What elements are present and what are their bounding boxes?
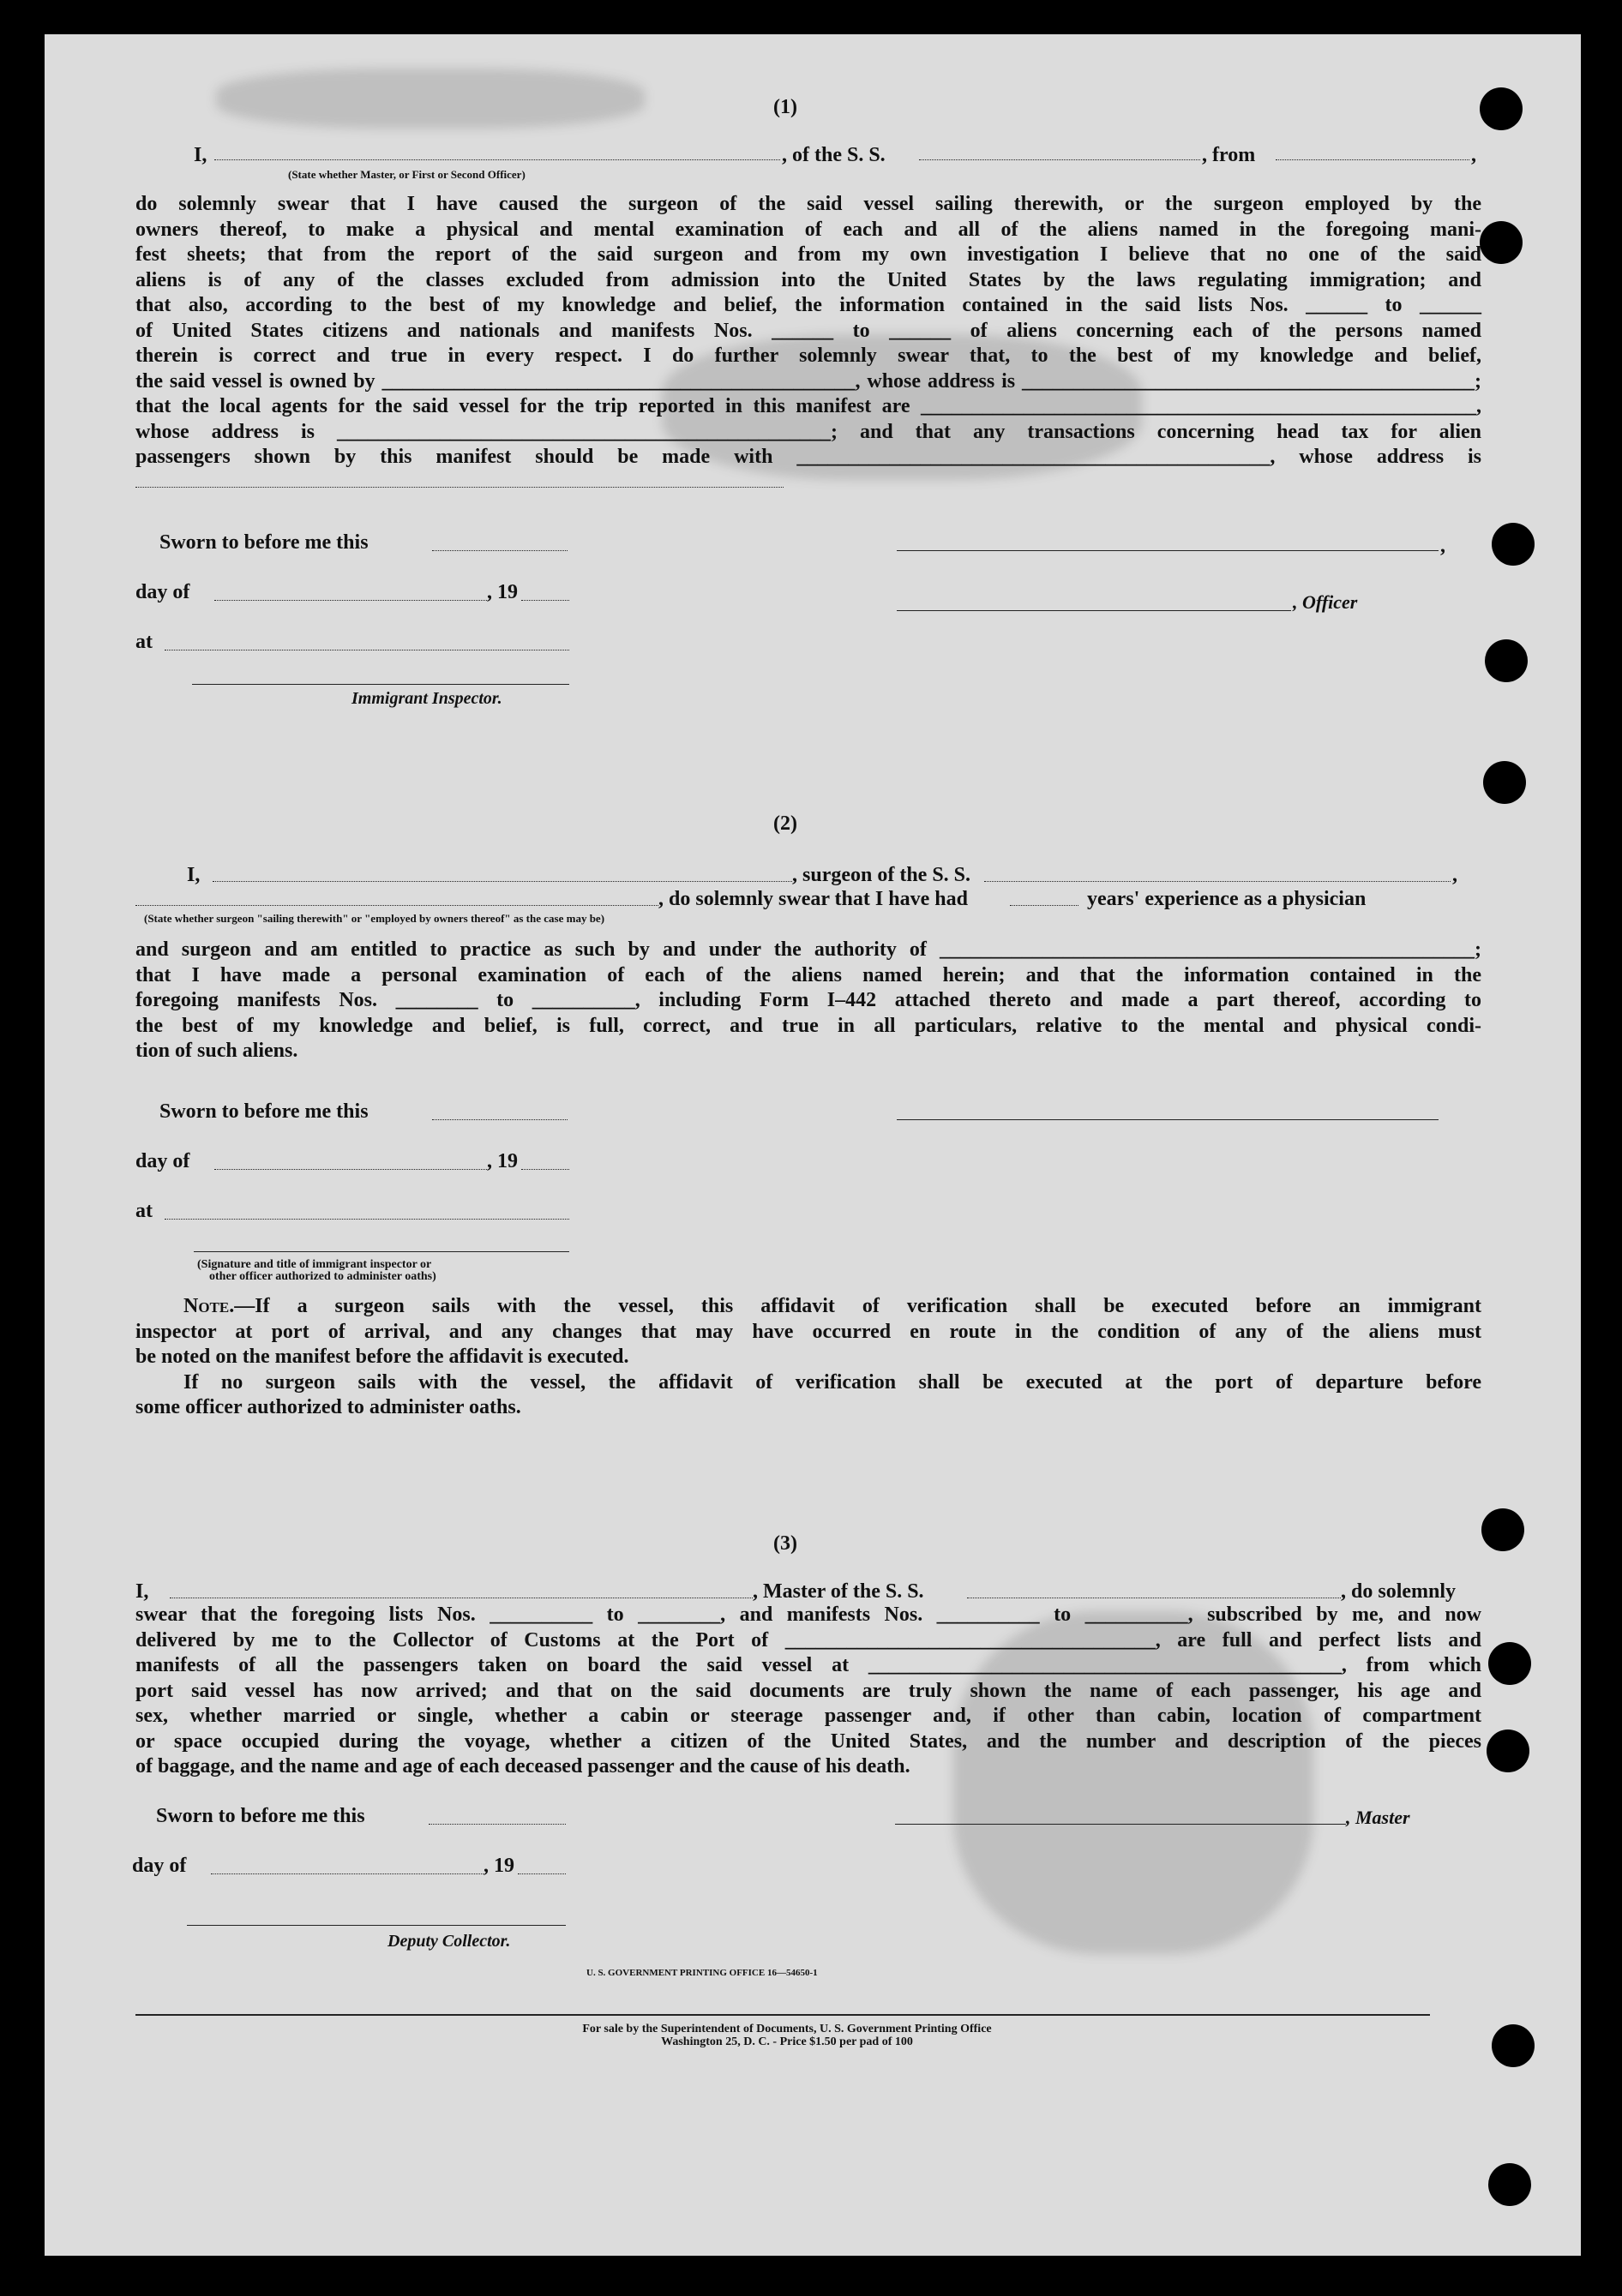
solemnly-label: , do solemnly swear that I have had xyxy=(658,888,968,910)
binder-hole xyxy=(1483,761,1526,804)
body-line: swear that the foregoing lists Nos. __________ to ________, and manifests Nos. __________ to __________, subscribed by me, and now xyxy=(135,1604,1481,1626)
surgeon-name-field[interactable] xyxy=(213,881,792,882)
body-line: aliens is of any of the classes excluded from admission into the United States by the laws regulating immigration; and xyxy=(135,268,1481,291)
at-label: at xyxy=(135,1200,153,1222)
sworn-label: Sworn to before me this xyxy=(159,1100,369,1123)
bleed-through-mark xyxy=(216,69,645,129)
body-line: of baggage, and the name and age of each deceased passenger and the cause of his death. xyxy=(135,1755,910,1777)
section-1-body xyxy=(135,192,1481,471)
month-field[interactable] xyxy=(214,1169,487,1170)
binder-hole xyxy=(1485,639,1528,682)
binder-hole xyxy=(1488,2163,1531,2206)
section-1-i-label: I, xyxy=(194,144,207,166)
surgeon-signature-line[interactable] xyxy=(897,1119,1439,1120)
comma: , xyxy=(1440,535,1445,557)
body-line: that also, according to the best of my knowledge and belief, the information contained in the said lists Nos. ______ to ______ xyxy=(135,294,1481,316)
from-port-field[interactable] xyxy=(1276,159,1469,160)
sworn-date-field[interactable] xyxy=(429,1824,566,1825)
officer-title-line[interactable] xyxy=(897,610,1291,611)
year-field[interactable] xyxy=(518,1873,566,1874)
note-line: inspector at port of arrival, and any changes that may have occurred en route in the condition of any of the aliens must xyxy=(135,1320,1481,1343)
section-1-heading: (1) xyxy=(773,96,797,118)
year-label: , 19 xyxy=(487,581,518,603)
master-of-label: , Master of the S. S. xyxy=(753,1580,924,1603)
body-line: and surgeon and am entitled to practice as such by and under the authority of ____________________________________________________; xyxy=(135,938,1481,961)
section-3-heading: (3) xyxy=(773,1532,797,1555)
footer-rule xyxy=(135,2014,1430,2016)
from-label: , from xyxy=(1202,144,1256,166)
surgeon-of-label: , surgeon of the S. S. xyxy=(792,864,971,886)
sworn-label: Sworn to before me this xyxy=(156,1805,365,1827)
gpo-imprint: U. S. GOVERNMENT PRINTING OFFICE 16—54650-1 xyxy=(586,1968,818,1978)
address-continuation-field[interactable] xyxy=(135,487,784,488)
sworn-label: Sworn to before me this xyxy=(159,531,369,554)
body-line: the best of my knowledge and belief, is full, correct, and true in all particulars, relative to the mental and physical condi- xyxy=(135,1014,1481,1037)
binder-hole xyxy=(1488,1642,1531,1685)
document-page xyxy=(45,34,1581,2256)
body-line: or space occupied during the voyage, whether a citizen of the United States, and the number and description of the pieces xyxy=(135,1729,1481,1753)
section-3-body xyxy=(135,1603,1481,1780)
section-2-body xyxy=(135,938,1481,1064)
surgeon-status-caption: (State whether surgeon "sailing therewith" or "employed by owners thereof" as the case may be) xyxy=(144,912,605,925)
body-line: delivered by me to the Collector of Customs at the Port of ____________________________________, are full and perfect lists and xyxy=(135,1628,1481,1652)
signature-caption-line-1: (Signature and title of immigrant inspector or xyxy=(197,1258,432,1271)
master-label: , Master xyxy=(1346,1807,1410,1828)
section-2-i-label: I, xyxy=(187,864,201,886)
years-field[interactable] xyxy=(1010,905,1078,906)
month-field[interactable] xyxy=(211,1873,484,1874)
binder-hole xyxy=(1481,1508,1524,1551)
year-label: , 19 xyxy=(484,1855,514,1877)
body-line: of United States citizens and nationals and manifests Nos. ______ to ______ of aliens concerning each of the persons named xyxy=(135,319,1481,342)
body-line: passengers shown by this manifest should be made with ______________________________________________, whose address is xyxy=(135,446,1481,468)
section-2-heading: (2) xyxy=(773,812,797,835)
year-field[interactable] xyxy=(521,600,569,601)
body-line: fest sheets; that from the report of the said surgeon and from my own investigation I believe that no one of the said xyxy=(135,243,1481,266)
body-line: port said vessel has now arrived; and that on the said documents are truly shown the name of each passenger, his age and xyxy=(135,1679,1481,1702)
years-label: years' experience as a physician xyxy=(1087,888,1367,910)
binder-hole xyxy=(1480,221,1523,264)
at-label: at xyxy=(135,631,153,653)
month-field[interactable] xyxy=(214,600,487,601)
sale-line-2: Washington 25, D. C. - Price $1.50 per pad of 100 xyxy=(661,2035,913,2048)
note-line: be noted on the manifest before the affidavit is executed. xyxy=(135,1346,629,1368)
body-line: the said vessel is owned by ______________________________________________, whose address is ____________________________________________; xyxy=(135,369,1481,393)
body-line: owners thereof, to make a physical and mental examination of each and all of the aliens named in the foregoing mani- xyxy=(135,218,1481,241)
year-label: , 19 xyxy=(487,1150,518,1172)
comma: , xyxy=(1471,144,1476,166)
sworn-date-field[interactable] xyxy=(432,550,568,551)
body-line: manifests of all the passengers taken on board the said vessel at ______________________________________________, from which xyxy=(135,1654,1481,1676)
inspector-signature-line[interactable] xyxy=(194,1251,569,1252)
body-line: whose address is ________________________________________________; and that any transactions concerning head tax for alien xyxy=(135,420,1481,443)
surgeon-status-field[interactable] xyxy=(135,905,658,906)
officer-label: , Officer xyxy=(1293,591,1358,613)
body-line: do solemnly swear that I have caused the surgeon of the said vessel sailing therewith, or the surgeon employed by the xyxy=(135,193,1481,215)
at-place-field[interactable] xyxy=(165,1219,569,1220)
officer-rank-caption: (State whether Master, or First or Second Officer) xyxy=(288,168,526,181)
deputy-collector-label: Deputy Collector. xyxy=(387,1932,511,1951)
note-paragraph xyxy=(135,1294,1481,1421)
body-line: that the local agents for the said vessel for the trip reported in this manifest are ______________________________________________________, xyxy=(135,395,1481,417)
day-of-label: day of xyxy=(132,1855,187,1877)
of-ss-label: , of the S. S. xyxy=(782,144,886,166)
section-3-i-label: I, xyxy=(135,1580,149,1603)
inspector-signature-line[interactable] xyxy=(192,684,569,685)
sworn-date-field[interactable] xyxy=(432,1119,568,1120)
body-line: therein is correct and true in every respect. I do further solemnly swear that, to the best of my knowledge and belief, xyxy=(135,345,1481,367)
body-line: that I have made a personal examination of each of the aliens named herein; and that the information contained in the xyxy=(135,963,1481,986)
signature-caption-line-2: other officer authorized to administer oaths) xyxy=(209,1270,436,1283)
binder-hole xyxy=(1492,2024,1535,2067)
sale-notice xyxy=(401,2023,1173,2048)
surgeon-vessel-field[interactable] xyxy=(984,881,1451,882)
binder-hole xyxy=(1492,523,1535,566)
do-solemnly-label: , do solemnly xyxy=(1341,1580,1457,1603)
body-line: tion of such aliens. xyxy=(135,1040,298,1062)
body-line: foregoing manifests Nos. ________ to __________, including Form I–442 attached thereto and made a part thereof, according to xyxy=(135,989,1481,1011)
note-text: —If a surgeon sails with the vessel, this affidavit of verification shall be executed before an immigrant xyxy=(234,1295,1481,1317)
year-field[interactable] xyxy=(521,1169,569,1170)
day-of-label: day of xyxy=(135,581,190,603)
vessel-name-field[interactable] xyxy=(919,159,1200,160)
note-line: some officer authorized to administer oaths. xyxy=(135,1396,521,1418)
deputy-signature-line[interactable] xyxy=(187,1925,566,1926)
binder-hole xyxy=(1487,1729,1529,1772)
comma: , xyxy=(1452,864,1457,886)
binder-hole xyxy=(1480,87,1523,130)
officer-name-field[interactable] xyxy=(214,159,780,160)
body-line: sex, whether married or single, whether a cabin or steerage passenger and, if other than cabin, location of compartment xyxy=(135,1705,1481,1727)
officer-signature-line[interactable] xyxy=(897,550,1439,551)
note-label: Note. xyxy=(183,1295,235,1317)
sale-line-1: For sale by the Superintendent of Documents, U. S. Government Printing Office xyxy=(582,2023,992,2035)
note-line xyxy=(135,1294,1481,1320)
day-of-label: day of xyxy=(135,1150,190,1172)
note-line: If no surgeon sails with the vessel, the affidavit of verification shall be executed at the port of departure before xyxy=(183,1370,1481,1394)
master-signature-line[interactable] xyxy=(895,1824,1346,1825)
inspector-label: Immigrant Inspector. xyxy=(351,689,502,708)
